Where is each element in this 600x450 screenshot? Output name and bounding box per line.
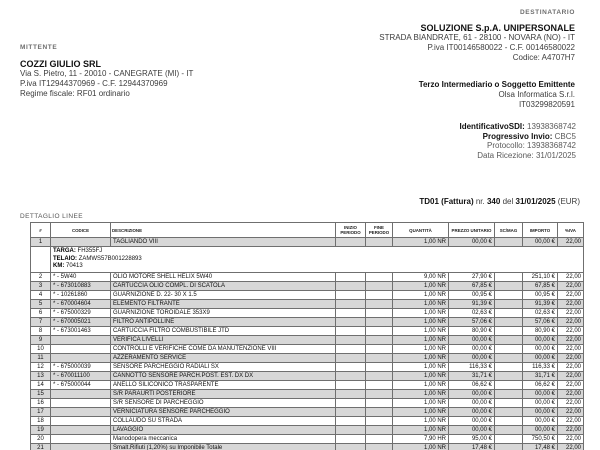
cell-iva: 22,00 — [558, 371, 584, 380]
destinatario-block — [379, 23, 575, 63]
cell-iva: 22,00 — [558, 335, 584, 344]
cell-quantita: 1,00 NR — [393, 281, 449, 290]
cell-descrizione: VERIFICA LIVELLI — [111, 335, 336, 344]
cell-scmag — [495, 281, 523, 290]
cell-importo: 00,00 € — [523, 335, 558, 344]
cell-num: 11 — [31, 353, 51, 362]
sdi-identificativo — [459, 122, 576, 132]
cell-codice — [51, 425, 111, 434]
col-num: # — [31, 223, 51, 238]
cell-codice: * - 10261860 — [51, 290, 111, 299]
cell-num: 18 — [31, 416, 51, 425]
cell-inizio — [336, 380, 366, 389]
cell-scmag — [495, 380, 523, 389]
line-row — [31, 238, 584, 247]
cell-quantita: 1,00 NR — [393, 443, 449, 450]
cell-quantita: 7,90 HR — [393, 434, 449, 443]
cell-inizio — [336, 290, 366, 299]
cell-importo: 80,90 € — [523, 326, 558, 335]
cell-prezzo: 00,00 € — [449, 353, 495, 362]
cell-prezzo: 00,00 € — [449, 398, 495, 407]
cell-quantita: 1,00 NR — [393, 362, 449, 371]
cell-fine — [366, 353, 393, 362]
cell-descrizione: AZZERAMENTO SERVICE — [111, 353, 336, 362]
mittente-label: MITTENTE — [20, 44, 58, 51]
cell-iva: 22,00 — [558, 425, 584, 434]
cell-prezzo: 17,48 € — [449, 443, 495, 450]
col-descrizione: DESCRIZIONE — [111, 223, 336, 238]
line-row — [31, 371, 584, 380]
cell-scmag — [495, 317, 523, 326]
cell-scmag — [495, 272, 523, 281]
cell-codice: * - 5W40 — [51, 272, 111, 281]
cell-codice — [51, 353, 111, 362]
cell-quantita: 1,00 NR — [393, 299, 449, 308]
cell-prezzo: 00,00 € — [449, 344, 495, 353]
cell-inizio — [336, 238, 366, 247]
cell-descrizione: ANELLO SILICONICO TRASPARENTE — [111, 380, 336, 389]
cell-inizio — [336, 317, 366, 326]
cell-codice: * - 675000039 — [51, 362, 111, 371]
cell-scmag — [495, 299, 523, 308]
col-importo: IMPORTO — [523, 223, 558, 238]
destinatario-codice: Codice: A4707H7 — [512, 53, 575, 62]
line-row — [31, 416, 584, 425]
cell-descrizione: LAVAGGIO — [111, 425, 336, 434]
cell-iva: 22,00 — [558, 407, 584, 416]
cell-importo: 00,00 € — [523, 238, 558, 247]
cell-codice — [51, 407, 111, 416]
cell-inizio — [336, 389, 366, 398]
cell-descrizione: S/R SENSORE DI PARCHEGGIO — [111, 398, 336, 407]
cell-scmag — [495, 434, 523, 443]
cell-importo: 00,00 € — [523, 425, 558, 434]
cell-descrizione: CARTUCCIA OLIO COMPL. DI SCATOLA — [111, 281, 336, 290]
dettaglio-linee-title: DETTAGLIO LINEE — [20, 213, 83, 220]
cell-codice — [51, 238, 111, 247]
cell-scmag — [495, 362, 523, 371]
col-fine-periodo: FINE PERIODO — [366, 223, 393, 238]
cell-num: 7 — [31, 317, 51, 326]
cell-iva: 22,00 — [558, 238, 584, 247]
cell-fine — [366, 238, 393, 247]
cell-prezzo: 00,00 € — [449, 407, 495, 416]
cell-descrizione: COLLAUDO SU STRADA — [111, 416, 336, 425]
cell-fine — [366, 335, 393, 344]
cell-fine — [366, 371, 393, 380]
cell-inizio — [336, 335, 366, 344]
cell-codice: * - 673010883 — [51, 281, 111, 290]
line-row — [31, 326, 584, 335]
cell-descrizione: CARTUCCIA FILTRO COMBUSTIBILE JTD — [111, 326, 336, 335]
cell-iva: 22,00 — [558, 317, 584, 326]
sdi-protocollo-label: Protocollo: — [487, 141, 525, 150]
cell-codice: * - 670005021 — [51, 317, 111, 326]
cell-prezzo: 00,00 € — [449, 416, 495, 425]
line-row — [31, 308, 584, 317]
cell-quantita: 1,00 NR — [393, 326, 449, 335]
cell-prezzo: 80,90 € — [449, 326, 495, 335]
sdi-protocollo-value: 13938368742 — [527, 141, 576, 150]
col-prezzo-unitario: PREZZO UNITARIO — [449, 223, 495, 238]
line-row — [31, 362, 584, 371]
cell-codice: * - 670011100 — [51, 371, 111, 380]
cell-scmag — [495, 290, 523, 299]
vehicle-detail-row — [31, 247, 584, 273]
cell-quantita: 1,00 NR — [393, 416, 449, 425]
cell-descrizione: GUARNIZIONE D. 22- 30 X 1.5 — [111, 290, 336, 299]
cell-iva: 22,00 — [558, 290, 584, 299]
terzo-intermediario-block — [419, 80, 575, 110]
document-type-line — [419, 197, 580, 206]
sdi-identificativo-value: 13938368742 — [527, 122, 576, 131]
cell-quantita: 1,00 NR — [393, 335, 449, 344]
cell-quantita: 1,00 NR — [393, 308, 449, 317]
cell-prezzo: 00,00 € — [449, 238, 495, 247]
sdi-protocollo — [459, 141, 576, 151]
cell-num: 2 — [31, 272, 51, 281]
cell-prezzo: 31,71 € — [449, 371, 495, 380]
cell-descrizione: OLIO MOTORE SHELL HELIX 5W40 — [111, 272, 336, 281]
destinatario-address: STRADA BIANDRATE, 61 - 28100 - NOVARA (NO) - IT — [379, 33, 575, 42]
cell-codice — [51, 443, 111, 450]
line-row — [31, 380, 584, 389]
cell-inizio — [336, 353, 366, 362]
line-row — [31, 425, 584, 434]
cell-inizio — [336, 308, 366, 317]
cell-fine — [366, 443, 393, 450]
cell-importo: 02,63 € — [523, 308, 558, 317]
cell-fine — [366, 344, 393, 353]
cell-scmag — [495, 335, 523, 344]
doc-nr-label: nr. — [475, 197, 485, 206]
cell-fine — [366, 317, 393, 326]
cell-quantita: 1,00 NR — [393, 389, 449, 398]
cell-descrizione: TAGLIANDO VIII — [111, 238, 336, 247]
vehicle-detail-cell — [51, 247, 584, 273]
cell-importo: 17,48 € — [523, 443, 558, 450]
line-row — [31, 281, 584, 290]
line-row — [31, 335, 584, 344]
cell-inizio — [336, 326, 366, 335]
line-row — [31, 389, 584, 398]
cell-descrizione: GUARNIZIONE TOROIDALE 353X9 — [111, 308, 336, 317]
terzo-title: Terzo Intermediario o Soggetto Emittente — [418, 80, 575, 89]
cell-num: 21 — [31, 443, 51, 450]
cell-inizio — [336, 398, 366, 407]
cell-quantita: 1,00 NR — [393, 371, 449, 380]
cell-fine — [366, 398, 393, 407]
terzo-piva: IT03299820591 — [518, 100, 575, 109]
cell-num — [31, 247, 51, 273]
cell-prezzo: 00,95 € — [449, 290, 495, 299]
cell-quantita: 1,00 NR — [393, 380, 449, 389]
cell-fine — [366, 290, 393, 299]
line-row — [31, 407, 584, 416]
cell-inizio — [336, 434, 366, 443]
km-line: KM: 70413 — [53, 263, 83, 270]
cell-codice — [51, 416, 111, 425]
destinatario-name: SOLUZIONE S.p.A. UNIPERSONALE — [420, 23, 575, 33]
cell-scmag — [495, 443, 523, 450]
col-inizio-periodo: INIZIO PERIODO — [336, 223, 366, 238]
cell-importo: 00,00 € — [523, 389, 558, 398]
cell-codice — [51, 434, 111, 443]
cell-num: 5 — [31, 299, 51, 308]
cell-prezzo: 57,06 € — [449, 317, 495, 326]
cell-scmag — [495, 326, 523, 335]
cell-prezzo: 00,00 € — [449, 389, 495, 398]
cell-fine — [366, 299, 393, 308]
sdi-progressivo-value: CBC5 — [554, 131, 576, 141]
cell-fine — [366, 326, 393, 335]
cell-num: 20 — [31, 434, 51, 443]
doc-tipo: TD01 (Fattura) — [419, 197, 474, 206]
cell-descrizione: VERNICIATURA SENSORE PARCHEGGIO — [111, 407, 336, 416]
mittente-address: Via S. Pietro, 11 - 20010 - CANEGRATE (MI) - IT — [20, 69, 194, 78]
cell-iva: 22,00 — [558, 380, 584, 389]
cell-fine — [366, 380, 393, 389]
cell-quantita: 1,00 NR — [393, 425, 449, 434]
cell-prezzo: 06,62 € — [449, 380, 495, 389]
cell-codice — [51, 398, 111, 407]
cell-codice — [51, 344, 111, 353]
cell-descrizione: SENSORE PARCHEGGIO RADIALI SX — [111, 362, 336, 371]
cell-inizio — [336, 344, 366, 353]
cell-iva: 22,00 — [558, 299, 584, 308]
cell-quantita: 1,00 NR — [393, 238, 449, 247]
cell-num: 13 — [31, 371, 51, 380]
cell-prezzo: 00,00 € — [449, 335, 495, 344]
cell-codice: * - 670004604 — [51, 299, 111, 308]
cell-iva: 22,00 — [558, 443, 584, 450]
doc-date: 31/01/2025 — [515, 197, 556, 206]
cell-inizio — [336, 299, 366, 308]
cell-scmag — [495, 416, 523, 425]
cell-quantita: 1,00 NR — [393, 317, 449, 326]
cell-importo: 00,00 € — [523, 398, 558, 407]
cell-iva: 22,00 — [558, 344, 584, 353]
cell-importo: 00,00 € — [523, 407, 558, 416]
cell-iva: 22,00 — [558, 353, 584, 362]
cell-importo: 57,06 € — [523, 317, 558, 326]
cell-num: 9 — [31, 335, 51, 344]
cell-descrizione: S/R PARAURTI POSTERIORE — [111, 389, 336, 398]
sdi-progressivo — [459, 132, 576, 142]
cell-prezzo: 00,00 € — [449, 425, 495, 434]
cell-prezzo: 67,85 € — [449, 281, 495, 290]
cell-inizio — [336, 272, 366, 281]
cell-fine — [366, 362, 393, 371]
cell-iva: 22,00 — [558, 416, 584, 425]
mittente-name: COZZI GIULIO SRL — [20, 59, 101, 69]
cell-num: 15 — [31, 389, 51, 398]
line-row — [31, 299, 584, 308]
cell-prezzo: 02,63 € — [449, 308, 495, 317]
cell-codice: * - 675000044 — [51, 380, 111, 389]
cell-iva: 22,00 — [558, 272, 584, 281]
doc-del-label: del — [502, 197, 514, 206]
col-codice: CODICE — [51, 223, 111, 238]
line-row — [31, 317, 584, 326]
cell-num: 16 — [31, 398, 51, 407]
line-row — [31, 443, 584, 450]
cell-quantita: 1,00 NR — [393, 398, 449, 407]
cell-scmag — [495, 344, 523, 353]
cell-descrizione: Smalt.Rifiuti (1,20%) su Imponibile Totale — [111, 443, 336, 450]
col-quantita: QUANTITÀ — [393, 223, 449, 238]
cell-descrizione: CANNOTTO SENSORE PARCH.POST. EST. DX DX — [111, 371, 336, 380]
cell-num: 10 — [31, 344, 51, 353]
cell-scmag — [495, 425, 523, 434]
cell-importo: 91,39 € — [523, 299, 558, 308]
destinatario-label: DESTINATARIO — [520, 9, 575, 16]
line-row — [31, 290, 584, 299]
dettaglio-linee-table — [30, 222, 584, 450]
cell-scmag — [495, 389, 523, 398]
cell-iva: 22,00 — [558, 308, 584, 317]
cell-iva: 22,00 — [558, 389, 584, 398]
cell-prezzo: 116,33 € — [449, 362, 495, 371]
cell-importo: 00,00 € — [523, 353, 558, 362]
cell-quantita: 1,00 NR — [393, 344, 449, 353]
cell-fine — [366, 407, 393, 416]
cell-iva: 22,00 — [558, 362, 584, 371]
cell-descrizione: CONTROLLI E VERIFICHE COME DA MANUTENZIONE VIII — [111, 344, 336, 353]
cell-num: 8 — [31, 326, 51, 335]
targa-line: TARGA: FH355FJ — [53, 248, 103, 254]
cell-num: 17 — [31, 407, 51, 416]
cell-scmag — [495, 238, 523, 247]
cell-scmag — [495, 308, 523, 317]
cell-iva: 22,00 — [558, 398, 584, 407]
col-scmag: SC/MAG — [495, 223, 523, 238]
cell-importo: 06,62 € — [523, 380, 558, 389]
cell-importo: 00,95 € — [523, 290, 558, 299]
cell-fine — [366, 425, 393, 434]
cell-fine — [366, 434, 393, 443]
cell-prezzo: 95,00 € — [449, 434, 495, 443]
line-row — [31, 344, 584, 353]
cell-descrizione: Manodopera meccanica — [111, 434, 336, 443]
cell-codice — [51, 389, 111, 398]
cell-descrizione: ELEMENTO FILTRANTE — [111, 299, 336, 308]
cell-scmag — [495, 353, 523, 362]
cell-quantita: 1,00 NR — [393, 290, 449, 299]
doc-currency: (EUR) — [557, 197, 580, 206]
sdi-block — [459, 122, 576, 160]
cell-descrizione: FILTRO ANTIPOLLINE — [111, 317, 336, 326]
cell-num: 1 — [31, 238, 51, 247]
cell-num: 14 — [31, 380, 51, 389]
sdi-ricezione-label: Data Ricezione: — [477, 150, 534, 160]
cell-inizio — [336, 443, 366, 450]
cell-scmag — [495, 371, 523, 380]
line-row — [31, 434, 584, 443]
cell-iva: 22,00 — [558, 434, 584, 443]
cell-inizio — [336, 425, 366, 434]
cell-fine — [366, 416, 393, 425]
cell-fine — [366, 272, 393, 281]
cell-num: 19 — [31, 425, 51, 434]
cell-scmag — [495, 398, 523, 407]
mittente-block — [20, 59, 193, 99]
cell-num: 3 — [31, 281, 51, 290]
cell-codice: * - 673001463 — [51, 326, 111, 335]
cell-num: 4 — [31, 290, 51, 299]
cell-inizio — [336, 416, 366, 425]
cell-num: 12 — [31, 362, 51, 371]
sdi-progressivo-label: Progressivo Invio: — [482, 131, 553, 141]
cell-importo: 116,33 € — [523, 362, 558, 371]
sdi-ricezione — [459, 151, 576, 161]
cell-quantita: 1,00 NR — [393, 407, 449, 416]
table-header-row — [31, 223, 584, 238]
cell-importo: 00,00 € — [523, 416, 558, 425]
cell-fine — [366, 389, 393, 398]
col-iva: %IVA — [558, 223, 584, 238]
cell-scmag — [495, 407, 523, 416]
sdi-ricezione-value: 31/01/2025 — [535, 150, 576, 160]
cell-iva: 22,00 — [558, 326, 584, 335]
destinatario-fiscal: P.iva IT00146580022 - C.F. 00146580022 — [427, 43, 575, 52]
cell-importo: 31,71 € — [523, 371, 558, 380]
telaio-line: TELAIO: ZAMWS57B001228893 — [53, 255, 142, 262]
cell-importo: 251,10 € — [523, 272, 558, 281]
cell-fine — [366, 308, 393, 317]
cell-num: 6 — [31, 308, 51, 317]
cell-inizio — [336, 407, 366, 416]
cell-prezzo: 91,39 € — [449, 299, 495, 308]
line-row — [31, 398, 584, 407]
cell-importo: 00,00 € — [523, 344, 558, 353]
mittente-fiscal: P.iva IT12944370969 - C.F. 12944370969 — [20, 79, 168, 88]
cell-fine — [366, 281, 393, 290]
cell-iva: 22,00 — [558, 281, 584, 290]
terzo-name: Olsa Informatica S.r.l. — [498, 90, 575, 99]
cell-codice — [51, 335, 111, 344]
cell-inizio — [336, 362, 366, 371]
cell-importo: 67,85 € — [523, 281, 558, 290]
cell-prezzo: 27,90 € — [449, 272, 495, 281]
cell-importo: 750,50 € — [523, 434, 558, 443]
cell-codice: * - 675000329 — [51, 308, 111, 317]
cell-inizio — [336, 281, 366, 290]
cell-inizio — [336, 371, 366, 380]
line-row — [31, 272, 584, 281]
doc-nr-value: 340 — [486, 197, 501, 206]
mittente-regime: Regime fiscale: RF01 ordinario — [20, 89, 130, 98]
cell-quantita: 1,00 NR — [393, 353, 449, 362]
sdi-identificativo-label: IdentificativoSDI: — [459, 122, 525, 131]
line-row — [31, 353, 584, 362]
cell-quantita: 9,00 NR — [393, 272, 449, 281]
